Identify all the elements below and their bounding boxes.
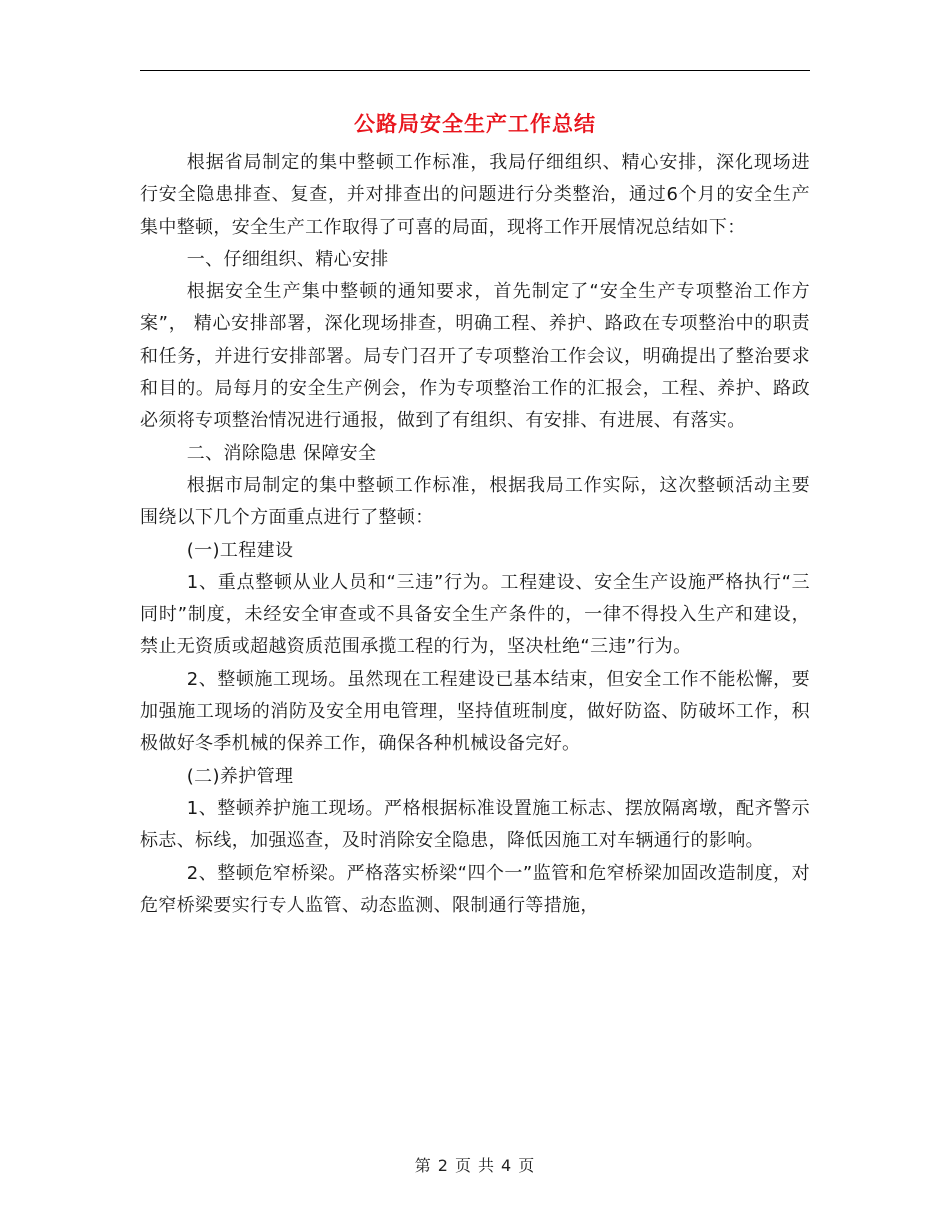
document-body — [140, 147, 810, 922]
footer-current-page: 2 — [437, 1156, 449, 1175]
header-rule — [140, 70, 810, 71]
footer-total-word: 共 — [478, 1156, 496, 1175]
paragraph-engineering-2: 2、整顿施工现场。虽然现在工程建设已基本结束，但安全工作不能松懈，要加强施工现场的消防及安全用电管理，坚持值班制度，做好防盗、防破坏工作，积极做好冬季机械的保养工作，确保各种机械设备完好。 — [140, 668, 810, 755]
paragraph-rectification-scope: 根据市局制定的集中整顿工作标准，根据我局工作实际，这次整顿活动主要围绕以下几个方面重点进行了整顿： — [140, 474, 810, 529]
document-title: 公路局安全生产工作总结 — [354, 112, 596, 136]
footer-total-pages: 4 — [501, 1156, 513, 1175]
paragraph-maintenance-1: 1、整顿养护施工现场。严格根据标准设置施工标志、摆放隔离墩，配齐警示标志、标线，加强巡查，及时消除安全隐患，降低因施工对车辆通行的影响。 — [140, 797, 810, 852]
footer-prefix: 第 — [414, 1156, 432, 1175]
section-heading-2: 二、消除隐患 保障安全 — [186, 442, 377, 464]
paragraph-organization: 根据安全生产集中整顿的通知要求，首先制定了“安全生产专项整治工作方案”， 精心安排部署，深化现场排查，明确工程、养护、路政在专项整治中的职责和任务，并进行安排部署。局专门召开了专项整治工作会议，明确提出了整治要求和目的。局每月的安全生产例会，作为专项整治工作的汇报会，工程、养护、路政必须将专项整治情况进行通报，做到了有组织、有安排、有进展、有落实。 — [140, 281, 810, 432]
section-heading-1: 一、仔细组织、精心安排 — [186, 248, 389, 270]
paragraph-intro: 根据省局制定的集中整顿工作标准，我局仔细组织、精心安排，深化现场进行安全隐患排查、复查，并对排查出的问题进行分类整治，通过6个月的安全生产集中整顿，安全生产工作取得了可喜的局面，现将工作开展情况总结如下： — [140, 152, 810, 238]
footer-page-word: 页 — [454, 1156, 472, 1175]
footer-suffix: 页 — [518, 1156, 536, 1175]
subsection-heading-engineering: (一)工程建设 — [186, 539, 294, 561]
paragraph-maintenance-2: 2、整顿危窄桥梁。严格落实桥梁“四个一”监管和危窄桥梁加固改造制度，对危窄桥梁要实行专人监管、动态监测、限制通行等措施， — [140, 862, 810, 916]
paragraph-engineering-1: 1、重点整顿从业人员和“三违”行为。工程建设、安全生产设施严格执行“三同时”制度，未经安全审查或不具备安全生产条件的，一律不得投入生产和建设，禁止无资质或超越资质范围承揽工程的行为，坚决杜绝“三违”行为。 — [140, 571, 810, 658]
subsection-heading-maintenance: (二)养护管理 — [186, 765, 294, 787]
page-footer — [0, 1153, 950, 1176]
